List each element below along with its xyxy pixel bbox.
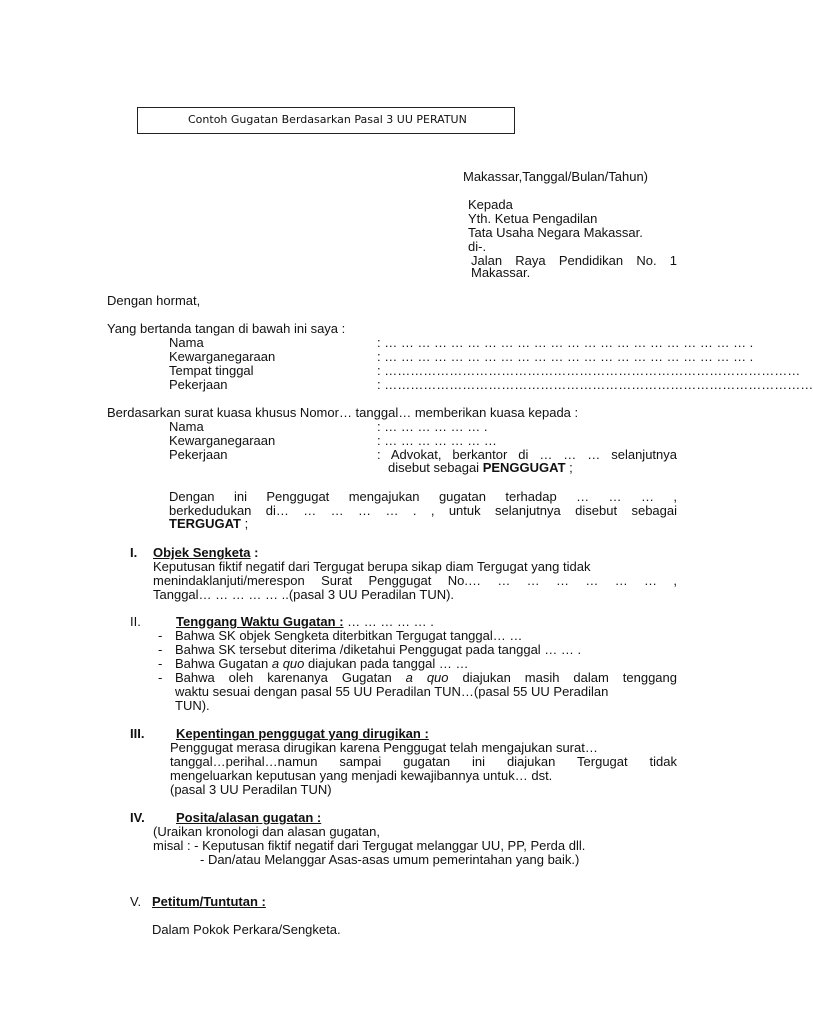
bullet-dash: - bbox=[158, 656, 163, 671]
section-heading: Kepentingan penggugat yang dirugikan : bbox=[176, 726, 429, 741]
signatory-value: : … … … … … … … … … … … … … … … … … … … … … … . bbox=[377, 349, 754, 364]
attorney-intro: Berdasarkan surat kuasa khusus Nomor… tanggal… memberikan kuasa kepada : bbox=[107, 405, 579, 420]
section-heading: Petitum/Tuntutan : bbox=[152, 894, 266, 909]
section-number: I. bbox=[130, 545, 138, 560]
recipient-yth: Yth. Ketua Pengadilan bbox=[468, 211, 598, 226]
lawsuit-line: Dengan ini Penggugat mengajukan gugatan terhadap … … … , bbox=[169, 489, 677, 504]
bullet-text: diajukan pada tanggal … … bbox=[304, 656, 469, 671]
section-line: Penggugat merasa dirugikan karena Penggugat telah mengajukan surat… bbox=[170, 740, 598, 755]
bullet-dash: - bbox=[158, 642, 163, 657]
attorney-value: : Advokat, berkantor di … … … selanjutnya bbox=[377, 447, 677, 462]
signatory-value: : …………………………………………………………………………………… bbox=[377, 363, 801, 378]
section-heading-colon: : bbox=[250, 545, 259, 560]
section-heading-text: Objek Sengketa bbox=[153, 545, 251, 560]
section-heading: Posita/alasan gugatan : bbox=[176, 810, 322, 825]
section-heading-text: Tenggang Waktu Gugatan : bbox=[176, 614, 344, 629]
section-line: mengeluarkan keputusan yang menjadi kewajibannya untuk… dst. bbox=[170, 768, 553, 783]
bullet-italic: a quo bbox=[271, 656, 305, 671]
signatory-label: Pekerjaan bbox=[169, 377, 228, 392]
bullet-continued: waktu sesuai dengan pasal 55 UU Peradilan TUN…(pasal 55 UU Peradilan bbox=[175, 684, 609, 699]
bullet-continued: TUN). bbox=[175, 698, 210, 713]
attorney-continued bbox=[388, 461, 573, 475]
attorney-value: : … … … … … … . bbox=[377, 419, 488, 434]
section-line: - Dan/atau Melanggar Asas-asas umum pemerintahan yang baik.) bbox=[200, 852, 580, 867]
section-number: V. bbox=[130, 894, 142, 909]
signatory-value: : ……………………………………………………………………………………… bbox=[377, 377, 813, 392]
signatory-label: Nama bbox=[169, 335, 204, 350]
bullet-italic: a quo bbox=[405, 670, 449, 685]
document-title: Contoh Gugatan Berdasarkan Pasal 3 UU PERATUN bbox=[188, 113, 467, 126]
signatory-label: Kewarganegaraan bbox=[169, 349, 276, 364]
attorney-label: Nama bbox=[169, 419, 204, 434]
bullet-text: Bahwa Gugatan bbox=[175, 656, 272, 671]
attorney-value: : … … … … … … … bbox=[377, 433, 497, 448]
attorney-continued-text: disebut sebagai bbox=[388, 460, 483, 475]
place-date: Makassar,Tanggal/Bulan/Tahun) bbox=[463, 169, 649, 184]
section-heading-tail: … … … … … . bbox=[343, 614, 434, 629]
section-heading bbox=[176, 615, 434, 629]
bullet-text: Bahwa oleh karenanya Gugatan bbox=[175, 670, 406, 685]
signatory-intro: Yang bertanda tangan di bawah ini saya : bbox=[107, 321, 346, 336]
attorney-label: Kewarganegaraan bbox=[169, 433, 276, 448]
lawsuit-line-end: ; bbox=[240, 516, 249, 531]
section-line: (Uraikan kronologi dan alasan gugatan, bbox=[153, 824, 380, 839]
recipient-address-1: Jalan Raya Pendidikan No. 1 bbox=[471, 253, 677, 268]
section-line: Dalam Pokok Perkara/Sengketa. bbox=[152, 922, 341, 937]
signatory-label: Tempat tinggal bbox=[169, 363, 254, 378]
section-line: tanggal…perihal…namun sampai gugatan ini diajukan Tergugat tidak bbox=[170, 754, 677, 769]
bullet-dash: - bbox=[158, 670, 163, 685]
bullet-item bbox=[175, 629, 522, 643]
section-number: II. bbox=[130, 614, 141, 629]
section-heading bbox=[153, 546, 259, 560]
section-number: IV. bbox=[130, 810, 145, 825]
recipient-di: di-. bbox=[468, 239, 487, 254]
bullet-text: diajukan masih dalam tenggang bbox=[448, 670, 677, 685]
attorney-continued-end: ; bbox=[565, 460, 573, 475]
bullet-item bbox=[175, 671, 677, 685]
greeting: Dengan hormat, bbox=[107, 293, 201, 308]
bullet-text: Bahwa SK tersebut diterima /diketahui Penggugat pada tanggal … … . bbox=[175, 642, 582, 657]
recipient-address-2: Makassar. bbox=[471, 265, 531, 280]
signatory-value: : … … … … … … … … … … … … … … … … … … … … … … . bbox=[377, 335, 754, 350]
section-number: III. bbox=[130, 726, 145, 741]
tergugat-label: TERGUGAT bbox=[169, 516, 241, 531]
section-line: Tanggal… … … … … ..(pasal 3 UU Peradilan TUN). bbox=[153, 587, 455, 602]
recipient-kepada: Kepada bbox=[468, 197, 513, 212]
lawsuit-line bbox=[169, 517, 248, 531]
bullet-dash: - bbox=[158, 628, 163, 643]
bullet-text: Bahwa SK objek Sengketa diterbitkan Tergugat tanggal… … bbox=[175, 628, 523, 643]
recipient-court: Tata Usaha Negara Makassar. bbox=[468, 225, 643, 240]
bullet-item bbox=[175, 657, 468, 671]
section-line: menindaklanjuti/merespon Surat Penggugat No.… … … … … … … , bbox=[153, 573, 677, 588]
attorney-label: Pekerjaan bbox=[169, 447, 228, 462]
bullet-item bbox=[175, 643, 581, 657]
section-line: Keputusan fiktif negatif dari Tergugat berupa sikap diam Tergugat yang tidak bbox=[153, 559, 591, 574]
penggugat-label: PENGGUGAT bbox=[482, 460, 566, 475]
title-box bbox=[137, 107, 515, 134]
section-line: misal : - Keputusan fiktif negatif dari Tergugat melanggar UU, PP, Perda dll. bbox=[153, 838, 586, 853]
lawsuit-line: berkedudukan di… … … … … . , untuk selanjutnya disebut sebagai bbox=[169, 503, 677, 518]
section-line: (pasal 3 UU Peradilan TUN) bbox=[170, 782, 332, 797]
